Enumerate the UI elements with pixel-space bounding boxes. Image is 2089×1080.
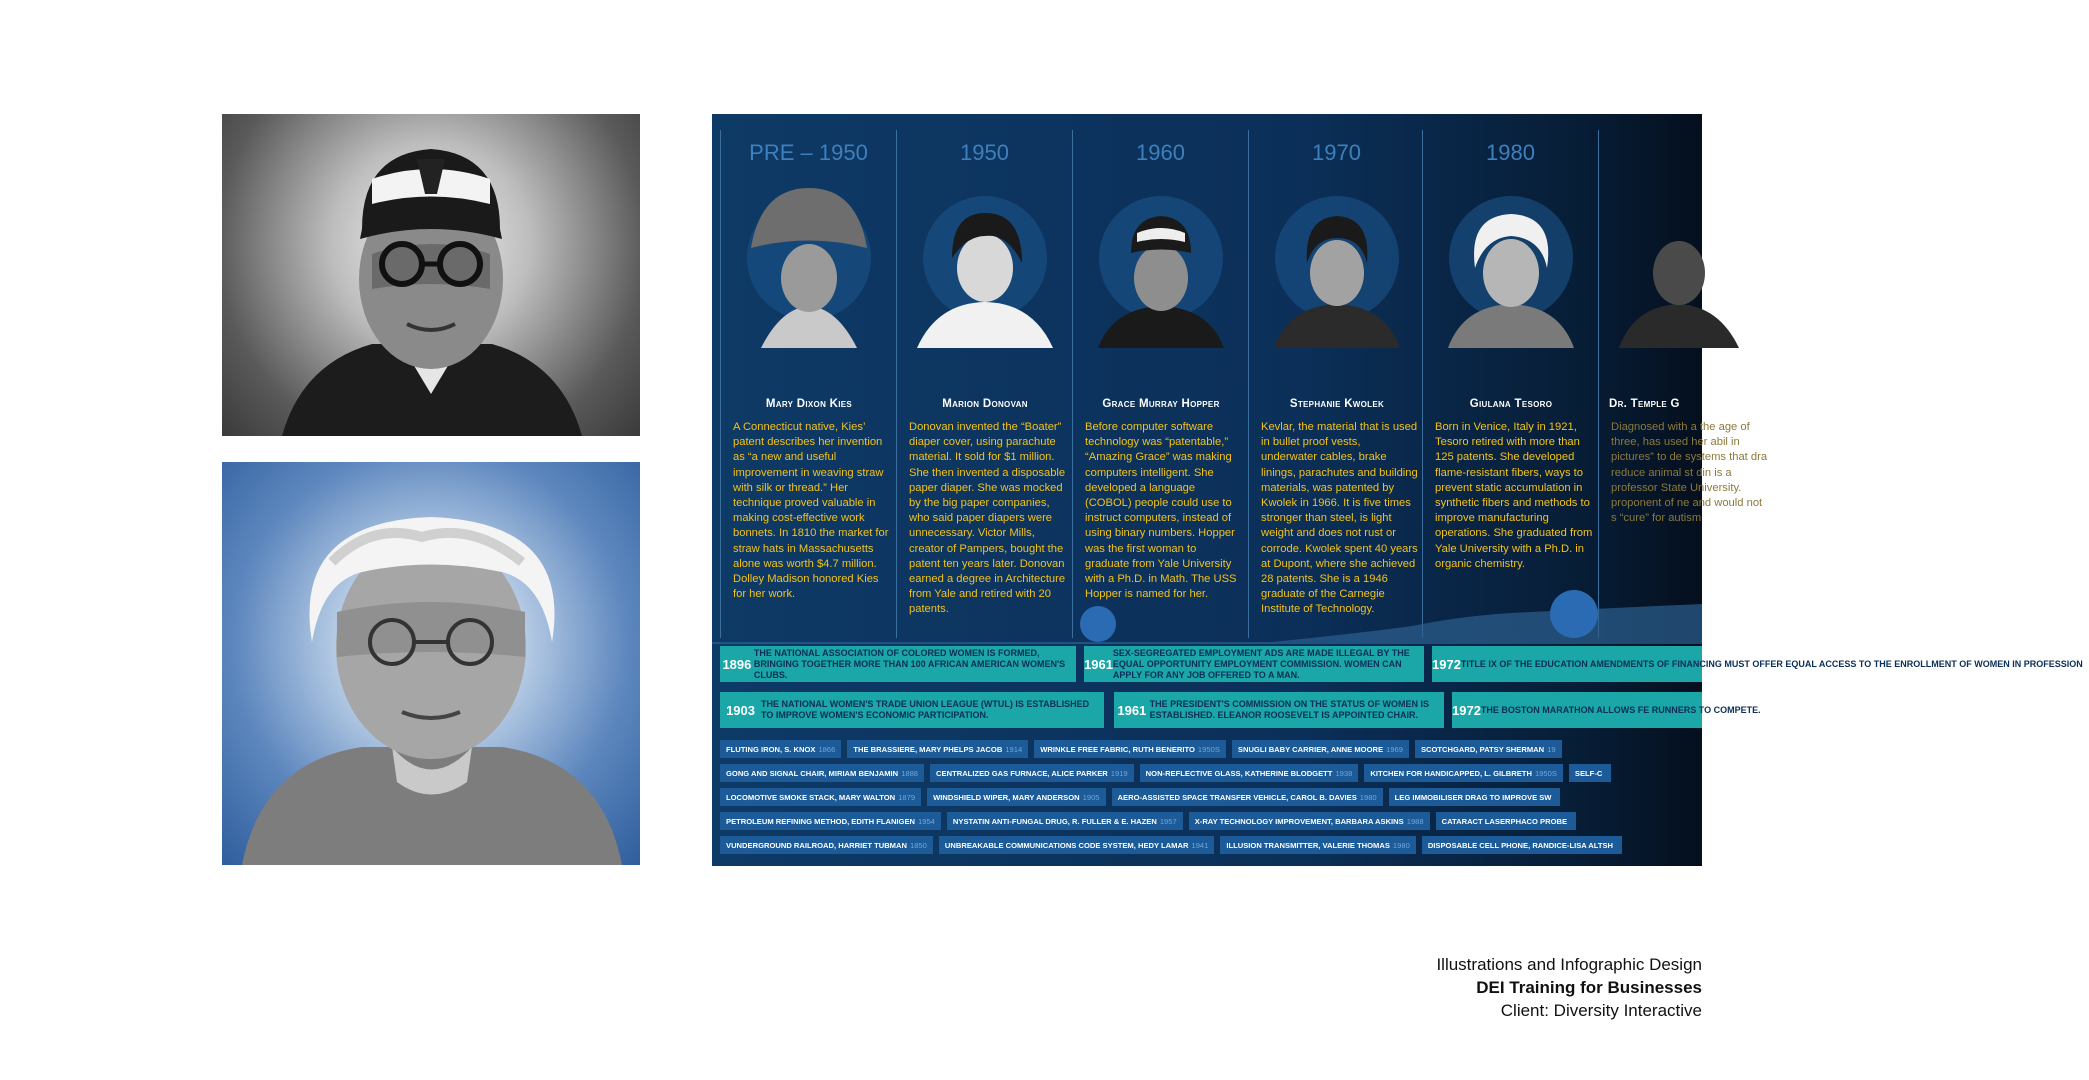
- era-year: 1980: [1486, 140, 1535, 165]
- invention-item: AERO-ASSISTED SPACE TRANSFER VEHICLE, CAROL B. DAVIES 1980: [1112, 788, 1383, 806]
- era-column-1950: [896, 130, 1072, 638]
- era-year: 1960: [1136, 140, 1185, 165]
- invention-item: NON-REFLECTIVE GLASS, KATHERINE BLODGETT 1938: [1140, 764, 1359, 782]
- era-year: PRE – 1950: [749, 140, 868, 165]
- hopper-portrait-icon: [1073, 178, 1249, 348]
- kwolek-portrait-icon: [1249, 178, 1425, 348]
- inventor-bio: Diagnosed with a the age of three, has used her abil in pictures” to de systems that dra reduce animal st din is a professor State University. proponent of ne and would not s “cure” for autism: [1611, 421, 1768, 525]
- milestone-text: THE NATIONAL ASSOCIATION OF COLORED WOMEN IS FORMED, BRINGING TOGETHER MORE THAN 100 AFRICAN AMERICAN WOMEN'S CLUBS.: [753, 647, 1066, 680]
- inventor-bio: A Connecticut native, Kies’ patent describes her invention as “a new and useful improvement in weaving straw with silk or thread.” Her technique proved valuable in making cost-effective work bonnets. In 1810 the market for straw hats in Massachusetts alone was worth $4.7 million. Dolley Madison honored Kies for her work.: [733, 421, 889, 601]
- kies-portrait-icon: [721, 178, 897, 348]
- invention-item: VUNDERGROUND RAILROAD, HARRIET TUBMAN 1850: [720, 836, 933, 854]
- tesoro-illustration: [222, 462, 640, 865]
- invention-item: LEG IMMOBILISER DRAG TO IMPROVE SW: [1389, 788, 1561, 806]
- inventions-row-5: [720, 836, 1622, 854]
- milestone-year: 1961: [1084, 656, 1113, 672]
- invention-item: PETROLEUM REFINING METHOD, EDITH FLANIGEN 1954: [720, 812, 941, 830]
- inventor-name: Stephanie Kwolek: [1289, 398, 1385, 410]
- invention-item: GONG AND SIGNAL CHAIR, MIRIAM BENJAMIN 1888: [720, 764, 924, 782]
- invention-item: THE BRASSIERE, MARY PHELPS JACOB 1914: [847, 740, 1028, 758]
- invention-item: SNUGLI BABY CARRIER, ANNE MOORE 1969: [1232, 740, 1409, 758]
- milestone-1896: [720, 646, 1076, 682]
- milestone-1972-b: [1452, 692, 1761, 728]
- invention-item: DISPOSABLE CELL PHONE, RANDICE-LISA ALTSH: [1422, 836, 1622, 854]
- inventions-row-2: [720, 764, 1611, 782]
- invention-item: CATARACT LASERPHACO PROBE: [1436, 812, 1576, 830]
- milestone-year: 1972: [1452, 702, 1481, 718]
- era-year: 1970: [1312, 140, 1361, 165]
- inventor-bio: Born in Venice, Italy in 1921, Tesoro retired with more than 125 patents. She developed flame-resistant fibers, ways to prevent static accumulation in synthetic fibers and methods to improve manufacturing operations. She graduated from Yale University with a Ph.D. in organic chemistry.: [1435, 421, 1593, 570]
- milestone-text: TITLE IX OF THE EDUCATION AMENDMENTS OF FINANCING MUST OFFER EQUAL ACCESS TO THE ENROLLMENT OF WOMEN IN PROFESSION: [1460, 658, 2083, 669]
- caption-client: Client: Diversity Interactive: [1500, 1001, 1702, 1020]
- milestone-year: 1896: [722, 656, 752, 672]
- inventor-bio: Donovan invented the “Boater” diaper cover, using parachute material. It sold for $1 million. She then invented a disposable paper diaper. She was mocked by the big paper companies, who said paper diapers were unnecessary. Victor Mills, creator of Pampers, bought the patent ten years later. Donovan earned a degree in Architecture from Yale and retired with 20 patents.: [909, 421, 1066, 616]
- invention-item: FLUTING IRON, S. KNOX 1866: [720, 740, 841, 758]
- tesoro-portrait-icon: [1423, 178, 1599, 348]
- milestone-text: SEX-SEGREGATED EMPLOYMENT ADS ARE MADE ILLEGAL BY THE EQUAL OPPORTUNITY EMPLOYMENT COMMISSION. WOMEN CAN APPLY FOR ANY JOB OFFERED TO A MAN.: [1112, 647, 1410, 680]
- inventions-row-4: [720, 812, 1576, 830]
- era-column-pre1950: [720, 130, 896, 638]
- caption-project-title: DEI Training for Businesses: [1476, 978, 1702, 997]
- invention-item: ILLUSION TRANSMITTER, VALERIE THOMAS 1980: [1220, 836, 1415, 854]
- inventor-name: Marion Donovan: [942, 398, 1028, 410]
- era-column-1990: [1598, 130, 1774, 638]
- milestone-1961-a: [1084, 646, 1424, 682]
- grace-hopper-portrait: [222, 114, 640, 436]
- caption-category: Illustrations and Infographic Design: [1436, 955, 1702, 974]
- inventor-name: Mary Dixon Kies: [765, 398, 853, 410]
- milestone-1972-a: [1432, 646, 2083, 682]
- invention-item: SCOTCHGARD, PATSY SHERMAN 19: [1415, 740, 1562, 758]
- inventor-name: Grace Murray Hopper: [1102, 398, 1220, 410]
- grandin-portrait-icon: [1599, 178, 1775, 348]
- timeline-wave: [712, 584, 1702, 644]
- invention-item: X-RAY TECHNOLOGY IMPROVEMENT, BARBARA ASKINS 1988: [1189, 812, 1430, 830]
- invention-item: UNBREAKABLE COMMUNICATIONS CODE SYSTEM, HEDY LAMAR 1941: [939, 836, 1214, 854]
- inventor-name: Giulana Tesoro: [1469, 398, 1553, 410]
- era-year: 1950: [960, 140, 1009, 165]
- milestone-1903: [720, 692, 1104, 728]
- inventions-row-3: [720, 788, 1560, 806]
- era-column-1960: [1072, 130, 1248, 638]
- milestone-text: THE PRESIDENT'S COMMISSION ON THE STATUS OF WOMEN IS ESTABLISHED. ELEANOR ROOSEVELT IS APPOINTED CHAIR.: [1149, 699, 1429, 720]
- giulana-tesoro-portrait: [222, 462, 640, 865]
- invention-item: WINDSHIELD WIPER, MARY ANDERSON 1905: [927, 788, 1105, 806]
- inventor-bio: Kevlar, the material that is used in bullet proof vests, underwater cables, brake linings, parachutes and building materials, was patented by Kwolek in 1966. It is five times stronger than steel, is light weight and does not rust or corrode. Kwolek spent 40 years at Dupont, where she achieved 28 patents. She is a 1946 graduate of the Carnegie Institute of Technology.: [1261, 421, 1418, 616]
- invention-item: WRINKLE FREE FABRIC, RUTH BENERITO 1950S: [1034, 740, 1226, 758]
- invention-item: SELF-C: [1569, 764, 1611, 782]
- inventor-bio: Before computer software technology was “patentable,” “Amazing Grace” was making computers intelligent. She developed a language (COBOL) people could use to instruct computers, instead of using binary numbers. Hopper was the first woman to graduate from Yale University with a Ph.D. in Math. The USS Hopper is named for her.: [1085, 421, 1237, 601]
- donovan-portrait-icon: [897, 178, 1073, 348]
- milestone-year: 1972: [1432, 656, 1461, 672]
- milestone-text: THE NATIONAL WOMEN'S TRADE UNION LEAGUE (WTUL) IS ESTABLISHED TO IMPROVE WOMEN'S ECONOMIC PARTICIPATION.: [761, 699, 1090, 720]
- invention-item: CENTRALIZED GAS FURNACE, ALICE PARKER 1919: [930, 764, 1134, 782]
- invention-item: KITCHEN FOR HANDICAPPED, L. GILBRETH 1950S: [1364, 764, 1563, 782]
- inventions-row-1: [720, 740, 1562, 758]
- invention-item: LOCOMOTIVE SMOKE STACK, MARY WALTON 1879: [720, 788, 921, 806]
- era-column-1980: [1422, 130, 1598, 638]
- hopper-illustration: [222, 114, 640, 436]
- infographic-panel: [712, 114, 2083, 866]
- milestone-year: 1903: [726, 702, 755, 718]
- era-column-1970: [1248, 130, 1424, 638]
- milestone-text: THE BOSTON MARATHON ALLOWS FE RUNNERS TO COMPETE.: [1480, 704, 1761, 715]
- milestone-year: 1961: [1117, 702, 1147, 718]
- invention-item: NYSTATIN ANTI-FUNGAL DRUG, R. FULLER & E. HAZEN 1957: [947, 812, 1183, 830]
- inventor-name: Dr. Temple G: [1609, 398, 1680, 410]
- milestone-1961-b: [1114, 692, 1444, 728]
